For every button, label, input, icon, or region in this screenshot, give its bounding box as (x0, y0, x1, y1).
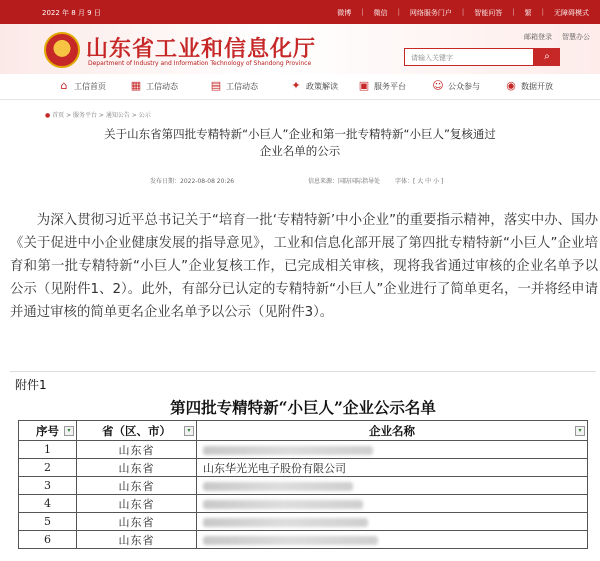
row-company (197, 495, 588, 513)
search-button[interactable] (534, 48, 560, 66)
redacted-text (203, 536, 378, 545)
people-icon: ☺ (432, 79, 444, 92)
redacted-text (203, 482, 353, 491)
table-row (19, 459, 588, 477)
breadcrumb (45, 110, 151, 119)
nav-news[interactable]: ▤ 工信动态 (210, 79, 258, 92)
row-number: 4 (19, 495, 77, 513)
location-icon: ● (45, 112, 51, 119)
wechat-link[interactable]: 微信 (373, 9, 388, 17)
data-icon: ◉ (506, 79, 516, 92)
source-info: 信息来源：国防国际指导处 (308, 178, 381, 185)
site-subtitle: Department of Industry and Information Technology of Shandong Province (88, 60, 312, 67)
publish-info: 发布日期：2022-08-08 20:26 (150, 178, 235, 185)
row-company (197, 441, 588, 459)
row-province: 山东省 (77, 441, 197, 459)
search-icon: ⌕ (544, 51, 550, 62)
nav-policy[interactable]: ✦ 政策解读 (291, 79, 338, 92)
row-number: 3 (19, 477, 77, 495)
nav-service[interactable]: ▣ 服务平台 (358, 79, 406, 92)
top-bar (0, 0, 600, 24)
header-links (524, 32, 590, 42)
col-province: 省（区、市） ▾ (77, 421, 197, 441)
service-portal-link[interactable]: 网络服务门户 (409, 9, 452, 17)
font-size-controls[interactable]: 字体：[ 大 中 小 ] (395, 178, 444, 185)
current-date: 2022 年 8 月 9 日 (42, 9, 101, 17)
row-company (197, 477, 588, 495)
nav-home[interactable]: ⌂ 工信首页 (58, 80, 106, 92)
attachment-label: 附件1 (15, 378, 47, 392)
table-header-row (19, 421, 588, 441)
redacted-text (203, 518, 368, 527)
col-company: 企业名称 ▾ (197, 421, 588, 441)
platform-icon: ▣ (358, 79, 370, 92)
row-province: 山东省 (77, 531, 197, 549)
weibo-link[interactable]: 微博 (337, 9, 352, 17)
top-links: 微博 | 微信 | 网络服务门户 | 智能问答 | 繁 | 无障碍模式 (334, 8, 592, 18)
table-row (19, 531, 588, 549)
col-number: 序号 ▾ (19, 421, 77, 441)
smart-office-link[interactable]: 智慧办公 (562, 33, 590, 41)
attachment-image (10, 371, 596, 561)
search-input[interactable]: 请输入关键字 (404, 48, 534, 66)
row-company: 山东华光光电子股份有限公司 (197, 459, 588, 477)
redacted-text (203, 500, 363, 509)
table-row (19, 513, 588, 531)
company-table (18, 420, 588, 549)
filter-dropdown-icon[interactable]: ▾ (64, 426, 74, 436)
row-province: 山东省 (77, 459, 197, 477)
table-row (19, 495, 588, 513)
mail-login-link[interactable]: 邮箱登录 (524, 33, 552, 41)
article-body: 为深入贯彻习近平总书记关于“培育一批‘专精特新’中小企业”的重要指示精神，落实中办、国办《关于促进中小企业健康发展的指导意见》，工业和信息化部开展了第四批专精特新“小巨人”企业培育和第一批专精特新“小巨人”企业复核工作，已完成相关审核，现将我省通过审核的企业名单予以公示（见附件1、2）。此外，有部分已认定的专精特新“小巨人”企业进行了简单更名，一并将经申请并通过审核的简单更名企业名单予以公示（见附件3）。 (10, 213, 598, 320)
news-icon: ▤ (210, 79, 222, 92)
nav-system[interactable]: ▦ 工信动态 (130, 79, 178, 92)
row-company (197, 531, 588, 549)
main-nav (0, 74, 600, 100)
nav-data[interactable]: ◉ 数据开放 (506, 79, 553, 92)
site-title[interactable]: 山东省工业和信息化厅 (86, 36, 317, 62)
accessibility-link[interactable]: 无障碍模式 (554, 9, 589, 17)
policy-icon: ✦ (291, 79, 301, 92)
national-emblem-logo (44, 32, 80, 68)
table-row (19, 441, 588, 459)
article-title: 关于山东省第四批专精特新“小巨人”企业和第一批专精特新“小巨人”复核通过企业名单的公示 (104, 127, 496, 158)
row-province: 山东省 (77, 477, 197, 495)
nav-public[interactable]: ☺ 公众参与 (432, 79, 480, 92)
redacted-text (203, 446, 373, 455)
row-number: 1 (19, 441, 77, 459)
traditional-chinese-link[interactable]: 繁 (524, 9, 532, 17)
building-icon: ▦ (130, 79, 142, 92)
row-province: 山东省 (77, 495, 197, 513)
row-number: 5 (19, 513, 77, 531)
row-company (197, 513, 588, 531)
breadcrumb-text[interactable]: 首页 > 服务平台 > 通知公告 > 公示 (52, 112, 151, 119)
attachment-title: 第四批专精特新“小巨人”企业公示名单 (170, 398, 436, 417)
home-icon: ⌂ (60, 79, 68, 92)
row-province: 山东省 (77, 513, 197, 531)
row-number: 2 (19, 459, 77, 477)
filter-dropdown-icon[interactable]: ▾ (184, 426, 194, 436)
row-number: 6 (19, 531, 77, 549)
smart-qa-link[interactable]: 智能问答 (474, 9, 503, 17)
filter-dropdown-icon[interactable]: ▾ (575, 426, 585, 436)
table-row (19, 477, 588, 495)
